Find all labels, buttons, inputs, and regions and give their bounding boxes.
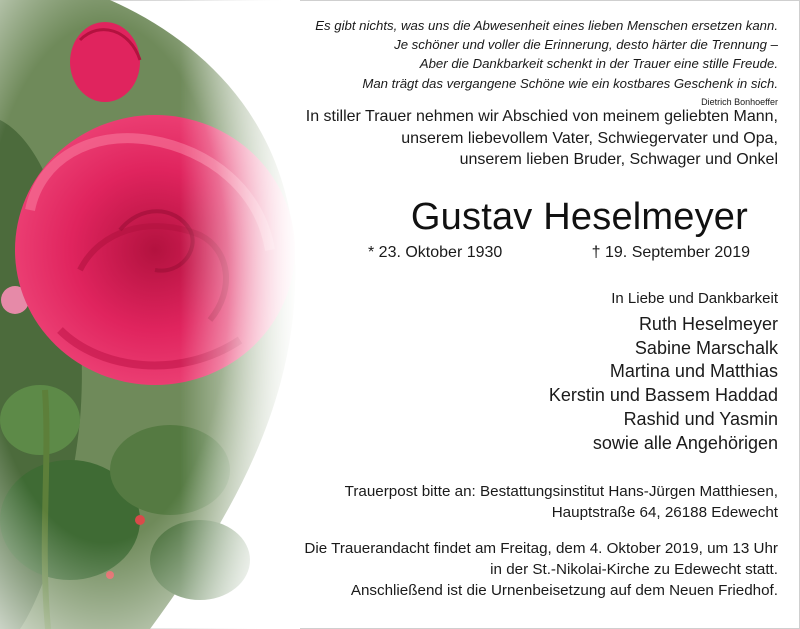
intro-line: In stiller Trauer nehmen wir Abschied von meinem geliebten Mann, <box>305 108 778 125</box>
service-details <box>178 538 778 601</box>
service-line: Die Trauerandacht findet am Freitag, dem 4. Oktober 2019, um 13 Uhr <box>304 540 778 557</box>
quote-line: Es gibt nichts, was uns die Abwesenheit eines lieben Menschen ersetzen kann. <box>315 18 778 33</box>
family-member: sowie alle Angehörigen <box>592 432 778 453</box>
quote-line: Je schöner und voller die Erinnerung, desto härter die Trennung – <box>394 37 778 53</box>
family-lead: In Liebe und Dankbarkeit <box>611 290 778 307</box>
family-member: Sabine Marschalk <box>634 337 778 358</box>
birth-date: * 23. Oktober 1930 <box>368 244 503 261</box>
family-member: Kerstin und Bassem Haddad <box>548 385 778 406</box>
quote-line: Aber die Dankbarkeit schenkt in der Trauer eine stille Freude. <box>419 56 778 72</box>
condolence-address <box>218 481 778 523</box>
family-member: Martina und Matthias <box>609 361 778 382</box>
address-line: Trauerpost bitte an: Bestattungsinstitut Hans-Jürgen Matthiesen, <box>344 483 778 500</box>
service-line: Anschließend ist die Urnenbeisetzung auf dem Neuen Friedhof. <box>350 582 778 599</box>
quote-line: Man trägt das vergangene Schöne wie ein kostbares Geschenk in sich. <box>362 75 778 91</box>
family-signatures <box>378 289 778 455</box>
service-line: in der St.-Nikolai-Kirche zu Edewecht statt. <box>490 561 778 578</box>
intro-line: unserem liebevollem Vater, Schwiegervater und Opa, <box>401 129 778 147</box>
death-date: † 19. September 2019 <box>591 244 750 261</box>
quote-author: Dietrich Bonhoeffer <box>701 96 778 107</box>
address-line: Hauptstraße 64, 26188 Edewecht <box>551 504 778 521</box>
family-member: Ruth Heselmeyer <box>638 314 778 334</box>
intro-text <box>218 106 778 171</box>
intro-line: unserem lieben Bruder, Schwager und Onkel <box>459 151 778 168</box>
family-member: Rashid und Yasmin <box>623 408 778 429</box>
deceased-name: Gustav Heselmeyer <box>410 196 748 238</box>
bonhoeffer-quote <box>218 16 778 110</box>
